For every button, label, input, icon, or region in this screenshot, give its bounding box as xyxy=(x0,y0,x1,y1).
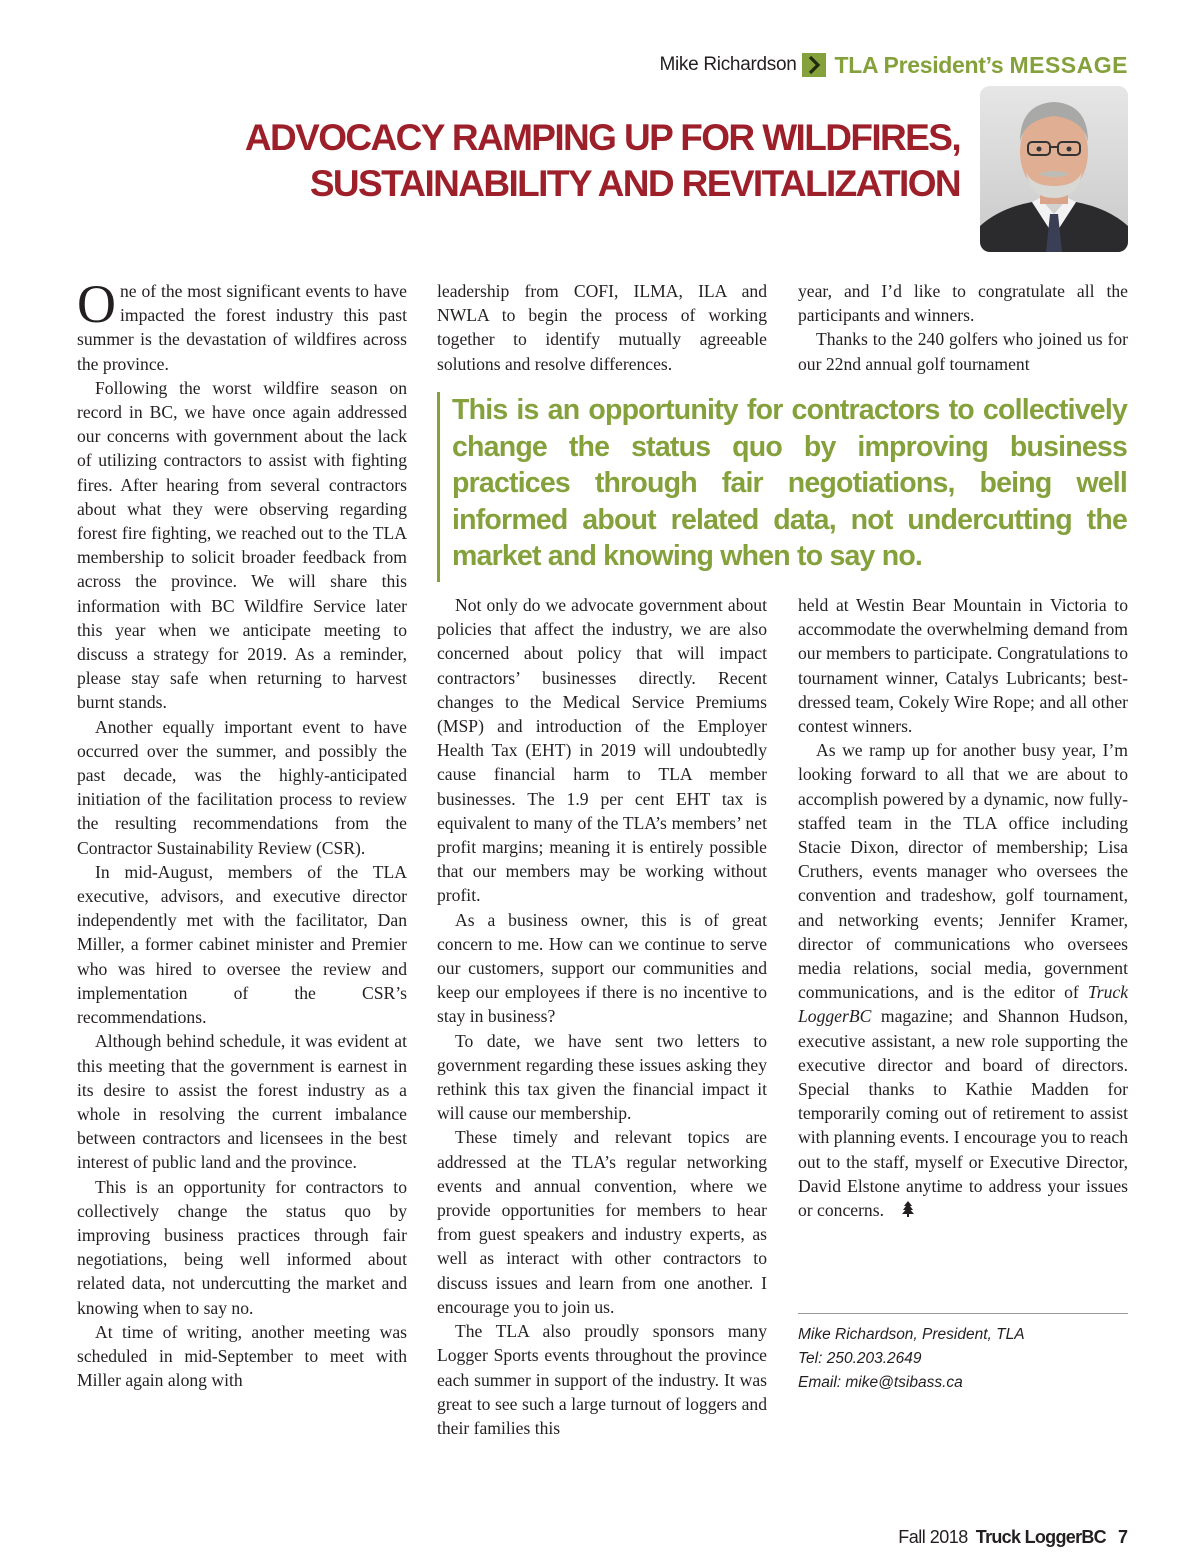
title-line-2: SUSTAINABILITY AND REVITALIZATION xyxy=(309,163,960,204)
paragraph-text: As we ramp up for another busy year, I’m looking forward to all that we are about to accomplish powered by a dynamic, now fully-staffed team in the TLA office including Stacie Dixon, director of membership; Lisa Cruthers, events manager who oversees the convention and tradeshow, golf tournament, and networking events; Jennifer Kramer, director of communications who oversees media relations, social media, government communications, and is the editor of xyxy=(798,740,1128,1003)
paragraph xyxy=(798,738,1128,1222)
signature-tel: Tel: 250.203.2649 xyxy=(798,1350,922,1367)
title-line-1: ADVOCACY RAMPING UP FOR WILDFIRES, xyxy=(244,117,960,158)
footer-issue: Fall 2018 xyxy=(898,1527,968,1547)
footer-magazine: Truck LoggerBC xyxy=(975,1527,1106,1547)
paragraph: Not only do we advocate government about policies that affect the industry, we are also concerned about policy that will impact contractors’ businesses directly. Recent changes to the Medical Service Premiums (MSP) and introduction of the Employer Health Tax (EHT) in 2019 will undoubtedly cause financial harm to TLA member businesses. The 1.9 per cent EHT tax is equivalent to many of the TLA’s members’ net profit margins; meaning it is entirely possible that our members may be working without profit. xyxy=(437,595,767,906)
paragraph xyxy=(77,274,407,376)
author-photo xyxy=(980,86,1128,252)
paragraph-text: ne of the most significant events to have impacted the forest industry this past summer is the devastation of wildfires across the province. xyxy=(77,281,407,374)
paragraph: Following the worst wildfire season on record in BC, we have once again addressed our concerns with government about the lack of utilizing contractors to assist with fighting fires. After hearing from several contractors about what they were observing regarding forest fire fighting, we reached out to the TLA membership to solicit broader feedback from across the province. We will share this information with BC Wildfire Service later this year when we anticipate meeting to discuss a strategy for 2019. As a reminder, please stay safe when returning to harvest burnt stands. xyxy=(77,377,407,713)
page-number: 7 xyxy=(1117,1527,1128,1547)
pull-quote-text: This is an opportunity for contractors to collectively change the status quo by improving business practices through fair negotiations, being well informed about related data, not undercutting the market and knowing when to say no. xyxy=(452,394,1127,572)
paragraph: As a business owner, this is of great concern to me. How can we continue to serve our customers, support our communities and keep our employees if there is no incentive to stay in business? xyxy=(437,909,767,1027)
article-title xyxy=(150,115,960,207)
article-column-1 xyxy=(77,274,407,1392)
drop-cap: O xyxy=(77,274,116,334)
article-column-2-bottom xyxy=(437,593,767,1440)
article-column-3-bottom xyxy=(798,593,1128,1222)
paragraph: Another equally important event to have occurred over the summer, and possibly the past decade, was the highly-anticipated initiation of the facilitation process to review the resulting recommendations from the Contractor Sustainability Review (CSR). xyxy=(77,716,407,858)
paragraph: leadership from COFI, ILMA, ILA and NWLA to begin the process of working together to identify mutually agreeable solutions and resolve differences. xyxy=(437,281,767,374)
paragraph: held at Westin Bear Mountain in Victoria to accommodate the overwhelming demand from our members to participate. Congratulations to tournament winner, Catalys Lubricants; best-dressed team, Cokely Wire Rope; and all other contest winners. xyxy=(798,595,1128,737)
header-section-prefix: TLA President’s xyxy=(834,51,1004,78)
paragraph: Although behind schedule, it was evident at this meeting that the government is earnest in its desire to assist the forest industry as a whole in resolving the current imbalance between contractors and licensees in the best interest of public land and the province. xyxy=(77,1031,407,1173)
signature-email: Email: mike@tsibass.ca xyxy=(798,1374,963,1391)
tree-end-mark-icon xyxy=(884,1199,896,1215)
paragraph: At time of writing, another meeting was scheduled in mid-September to meet with Miller again along with xyxy=(77,1321,407,1391)
author-signature xyxy=(798,1313,1128,1395)
signature-name: Mike Richardson, President, TLA xyxy=(798,1326,1025,1343)
section-header xyxy=(659,50,1128,80)
article-column-2-top xyxy=(437,279,767,376)
magazine-name: Truck LoggerBC xyxy=(798,982,1128,1027)
paragraph: year, and I’d like to congratulate all the participants and winners. xyxy=(798,281,1128,326)
article-column-3-top xyxy=(798,279,1128,376)
header-section xyxy=(834,52,1128,79)
paragraph: These timely and relevant topics are addressed at the TLA’s regular networking events and annual convention, where we provide opportunities for members to hear from guest speakers and industry experts, as well as interact with other contractors to discuss issues and learn from one another. I encourage you to join us. xyxy=(437,1127,767,1317)
pull-quote xyxy=(437,392,1127,582)
paragraph-text: magazine; and Shannon Hudson, executive assistant, a new role supporting the executive director and board of directors. Special thanks to Kathie Madden for temporarily coming out of retirement to assist with planning events. I encourage you to reach out to the staff, myself or Executive Director, David Elstone anytime to address your issues or concerns. xyxy=(798,1006,1128,1221)
header-author: Mike Richardson xyxy=(659,54,797,75)
header-section-emphasis: MESSAGE xyxy=(1009,51,1128,78)
paragraph: The TLA also proudly sponsors many Logger Sports events throughout the province each summer in support of the industry. It was great to see such a large turnout of loggers and their families this xyxy=(437,1321,767,1438)
paragraph: Thanks to the 240 golfers who joined us for our 22nd annual golf tournament xyxy=(798,329,1128,374)
chevron-right-icon xyxy=(802,53,826,77)
paragraph: To date, we have sent two letters to government regarding these issues asking they rethink this tax given the financial impact it will cause our membership. xyxy=(437,1030,767,1124)
paragraph: In mid-August, members of the TLA executive, advisors, and executive director independently met with the facilitator, Dan Miller, a former cabinet minister and Premier who was hired to oversee the review and implementation of the CSR’s recommendations. xyxy=(77,861,407,1028)
paragraph: This is an opportunity for contractors to collectively change the status quo by improving business practices through fair negotiations, being well informed about related data, not undercutting the market and knowing when to say no. xyxy=(77,1176,407,1318)
page-footer xyxy=(898,1527,1128,1548)
